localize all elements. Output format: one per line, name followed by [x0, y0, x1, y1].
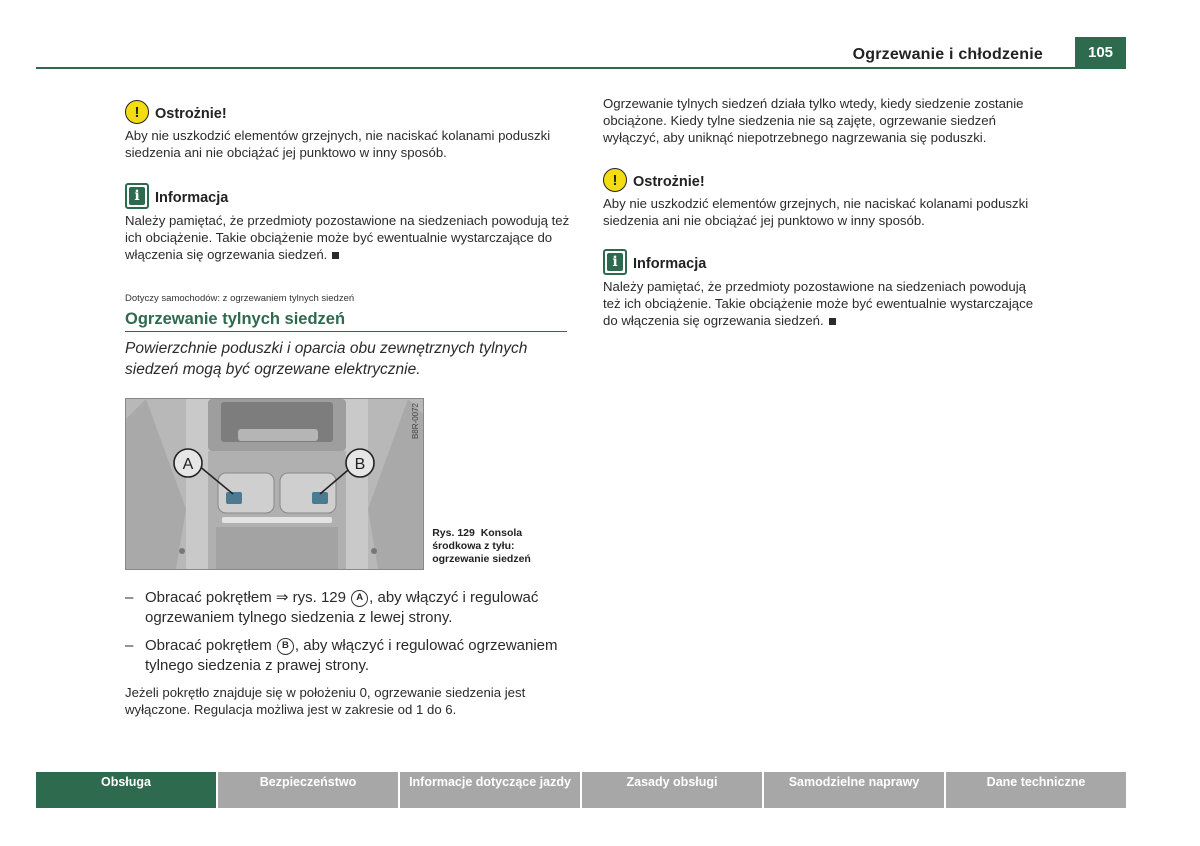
warning-note [603, 168, 1043, 229]
section-title: Ogrzewanie tylnych siedzeń [125, 310, 567, 332]
warning-icon: ! [125, 100, 149, 124]
console-illustration [126, 399, 424, 569]
tab-samodzielne-naprawy[interactable]: Samodzielne naprawy [764, 772, 944, 808]
warning-icon: ! [603, 168, 627, 192]
console-figure [125, 398, 424, 570]
right-column [603, 95, 1043, 329]
tab-informacje-dotyczace-jazdy[interactable]: Informacje dotyczące jazdy [400, 772, 580, 808]
tab-zasady-obslugi[interactable]: Zasady obsługi [582, 772, 762, 808]
info-title: Informacja [155, 190, 229, 206]
list-item: – Obracać pokrętłem ⇒ rys. 129 A , aby włączyć i regulować ogrzewaniem tylnego siedzenia z lewej strony. [125, 589, 539, 626]
page-number: 105 [1075, 37, 1126, 68]
chapter-title: Ogrzewanie i chłodzenie [852, 46, 1043, 63]
instruction-steps [125, 588, 570, 676]
figure-caption-text: Konsola środkowa z tyłu: ogrzewanie siedzeń [432, 527, 531, 565]
info-text: Należy pamiętać, że przedmioty pozostawione na siedzeniach powodują też ich obciążenie. Takie obciążenie może być ewentualnie wystarczające do włączenia się ogrzewania siedzeń. [603, 279, 1034, 328]
warning-note [125, 100, 570, 161]
section-lead: Powierzchnie poduszki i oparcia obu zewnętrznych tylnych siedzeń mogą być ogrzewane elektrycznie. [125, 340, 528, 378]
end-of-section-icon [829, 318, 836, 325]
intro-paragraph: Ogrzewanie tylnych siedzeń działa tylko wtedy, kiedy siedzenie zostanie obciążone. Kiedy tylne siedzenia nie są zajęte, ogrzewanie siedzeń wyłączyć, aby uniknąć niepotrzebnego nagrzewania się poduszki. [603, 96, 1024, 145]
info-note [125, 183, 570, 263]
marker-b: B [277, 638, 294, 655]
figure-label-a: A [182, 456, 194, 473]
warning-text: Aby nie uszkodzić elementów grzejnych, nie naciskać kolanami poduszki siedzenia ani nie obciążać jej punktowo w inny sposób. [603, 196, 1029, 228]
dial-range-paragraph: Jeżeli pokrętło znajduje się w położeniu 0, ogrzewanie siedzenia jest wyłączone. Regulacja możliwa jest w zakresie od 1 do 6. [125, 685, 526, 717]
figure-caption [432, 527, 570, 566]
info-title: Informacja [633, 256, 707, 272]
left-column [125, 100, 570, 718]
header-rule [36, 67, 1126, 69]
figure-label-b: B [354, 456, 366, 473]
info-text: Należy pamiętać, że przedmioty pozostawione na siedzeniach powodują też ich obciążenie. Takie obciążenie może być ewentualnie wystarczające do włączenia się ogrzewania siedzeń. [125, 213, 570, 262]
tab-dane-techniczne[interactable]: Dane techniczne [946, 772, 1126, 808]
chapter-tab-bar [36, 772, 1126, 808]
figure-code: B8R-0072 [411, 403, 421, 440]
figure-number: Rys. 129 [432, 527, 475, 539]
marker-a: A [351, 590, 368, 607]
list-item: – Obracać pokrętłem B , aby włączyć i regulować ogrzewaniem tylnego siedzenia z prawej strony. [125, 637, 558, 674]
info-icon: i [603, 249, 627, 275]
warning-text: Aby nie uszkodzić elementów grzejnych, nie naciskać kolanami poduszki siedzenia ani nie obciążać jej punktowo w inny sposób. [125, 128, 551, 160]
warning-title: Ostrożnie! [633, 174, 705, 190]
end-of-section-icon [332, 252, 339, 259]
info-icon: i [125, 183, 149, 209]
warning-title: Ostrożnie! [155, 106, 227, 122]
tab-bezpieczenstwo[interactable]: Bezpieczeństwo [218, 772, 398, 808]
info-note [603, 249, 1043, 329]
applies-to-note: Dotyczy samochodów: z ogrzewaniem tylnych siedzeń [125, 293, 355, 304]
tab-obsluga[interactable]: Obsługa [36, 772, 216, 808]
